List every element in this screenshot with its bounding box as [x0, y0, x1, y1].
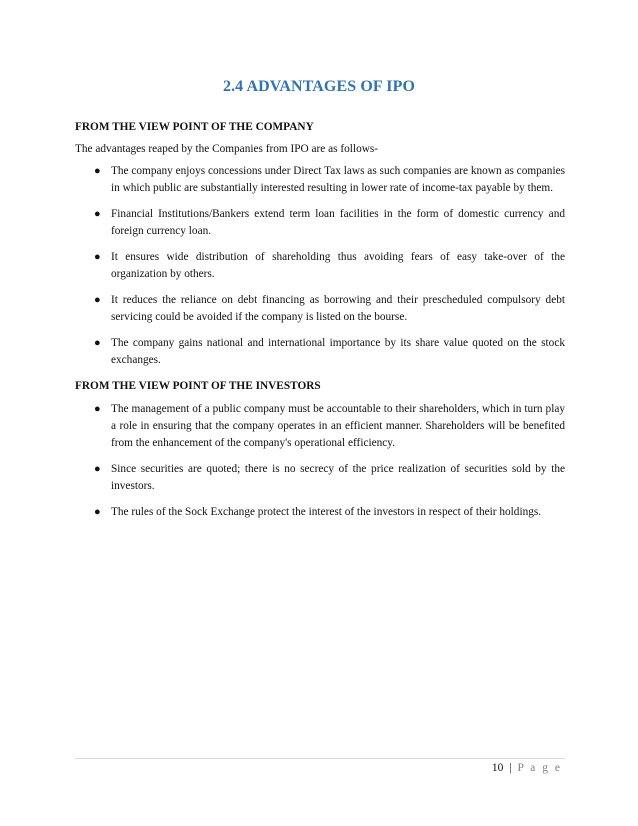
bullet-icon: ● — [94, 506, 101, 518]
list-item: ● The management of a public company must be accountable to their shareholders, which in turn play a role in ensuring that the company operates in an efficient manner. Shareholders will be benefited from the enhancement of the company's operational efficiency. — [94, 403, 565, 449]
page-footer — [492, 762, 562, 774]
section-title: 2.4 ADVANTAGES OF IPO — [222, 78, 416, 95]
bullet-icon: ● — [94, 294, 101, 306]
company-intro: The advantages reaped by the Companies from IPO are as follows- — [75, 143, 379, 155]
company-heading: FROM THE VIEW POINT OF THE COMPANY — [75, 121, 314, 133]
list-item: ● It ensures wide distribution of shareholding thus avoiding fears of easy take-over of the organization by others. — [94, 251, 565, 280]
investor-advantages-list — [75, 401, 565, 521]
footer-divider — [75, 758, 565, 759]
bullet-icon: ● — [94, 337, 101, 349]
page-label: P a g e — [517, 762, 562, 774]
bullet-icon: ● — [94, 463, 101, 475]
list-item: ● The company enjoys concessions under Direct Tax laws as such companies are known as companies in which public are substantially interested resulting in lower rate of income-tax payable by them. — [94, 165, 565, 194]
bullet-icon: ● — [94, 251, 101, 263]
list-item: ● Financial Institutions/Bankers extend term loan facilities in the form of domestic currency and foreign currency loan. — [94, 208, 565, 237]
list-item: ● Since securities are quoted; there is no secrecy of the price realization of securities sold by the investors. — [94, 463, 565, 492]
company-advantages-list — [75, 163, 565, 369]
page-number: 10 — [491, 762, 504, 774]
list-item: ● The rules of the Sock Exchange protect the interest of the investors in respect of their holdings. — [75, 504, 565, 521]
document-body — [75, 119, 565, 530]
footer-separator: | — [509, 762, 512, 774]
list-item: ● It reduces the reliance on debt financing as borrowing and their prescheduled compulsory debt servicing could be avoided if the company is listed on the bourse. — [94, 294, 565, 323]
list-item: ● The company gains national and international importance by its share value quoted on the stock exchanges. — [94, 337, 565, 366]
investors-heading: FROM THE VIEW POINT OF THE INVESTORS — [75, 380, 321, 392]
bullet-icon: ● — [94, 165, 101, 177]
bullet-icon: ● — [94, 403, 101, 415]
bullet-icon: ● — [94, 208, 101, 220]
